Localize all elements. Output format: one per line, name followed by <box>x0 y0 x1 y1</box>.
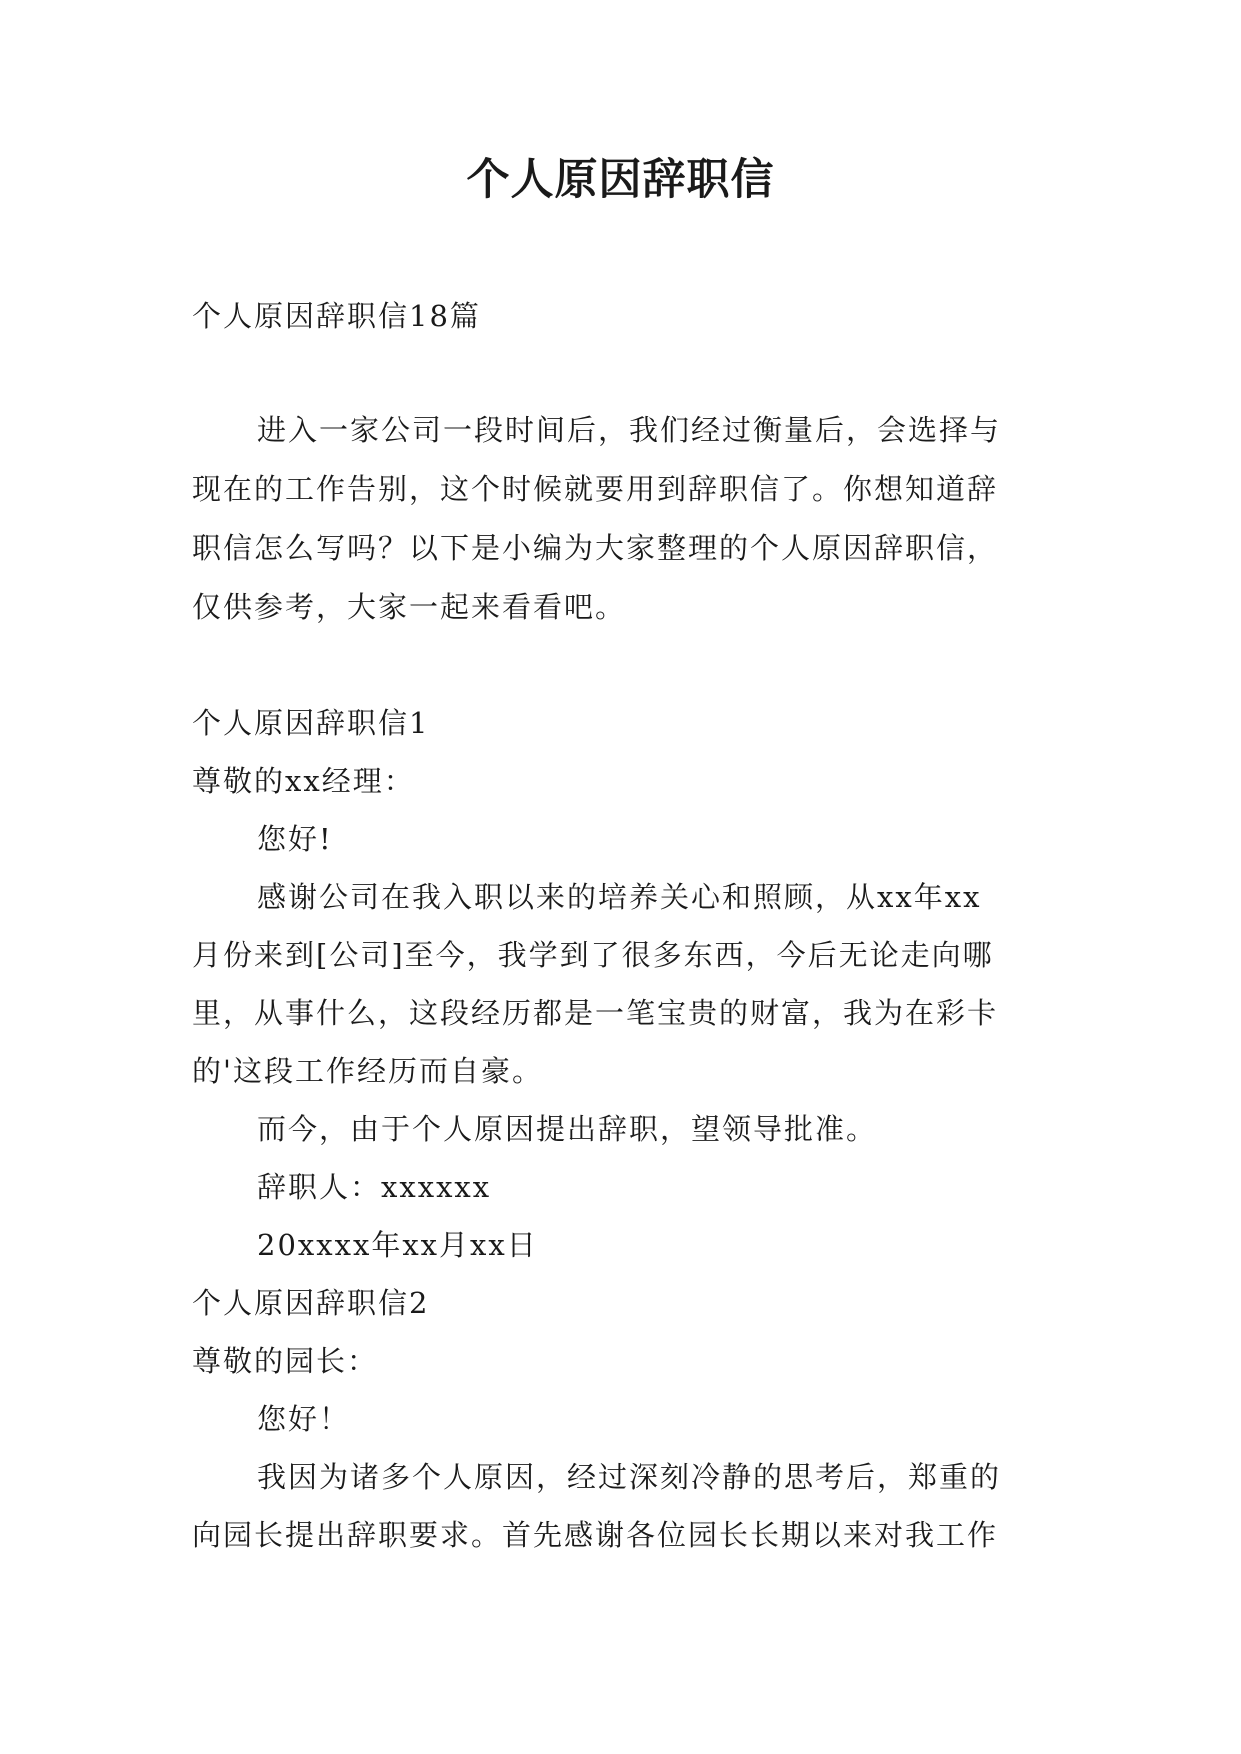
letter1-salutation: 尊敬的xx经理： <box>192 764 415 798</box>
letter1-body-line-1: 感谢公司在我入职以来的培养关心和照顾，从xx年xx <box>257 880 982 914</box>
letter1-heading: 个人原因辞职信1 <box>192 706 430 740</box>
intro-line-4: 仅供参考，大家一起来看看吧。 <box>192 590 627 624</box>
document-subtitle: 个人原因辞职信18篇 <box>192 299 481 333</box>
letter1-signer: 辞职人：xxxxxx <box>257 1170 492 1204</box>
letter2-salutation: 尊敬的园长： <box>192 1344 379 1378</box>
letter2-heading: 个人原因辞职信2 <box>192 1286 430 1320</box>
letter1-date: 20xxxx年xx月xx日 <box>257 1228 538 1262</box>
letter2-body-line-2: 向园长提出辞职要求。首先感谢各位园长长期以来对我工作 <box>192 1518 999 1552</box>
letter1-body-line-3: 里，从事什么，这段经历都是一笔宝贵的财富，我为在彩卡 <box>192 996 999 1030</box>
document-title: 个人原因辞职信 <box>466 155 775 205</box>
letter2-body-line-1: 我因为诸多个人原因，经过深刻冷静的思考后，郑重的 <box>257 1460 1002 1494</box>
intro-line-3: 职信怎么写吗？以下是小编为大家整理的个人原因辞职信， <box>192 531 999 565</box>
letter1-greeting: 您好! <box>257 822 333 856</box>
intro-line-1: 进入一家公司一段时间后，我们经过衡量后，会选择与 <box>257 413 1002 447</box>
letter1-request: 而今，由于个人原因提出辞职，望领导批准。 <box>257 1112 878 1146</box>
letter2-greeting: 您好！ <box>257 1402 351 1436</box>
intro-line-2: 现在的工作告别，这个时候就要用到辞职信了。你想知道辞 <box>192 472 999 506</box>
letter1-body-line-2: 月份来到[公司]至今，我学到了很多东西，今后无论走向哪 <box>192 938 994 972</box>
letter1-body-line-4: 的'这段工作经历而自豪。 <box>192 1054 543 1088</box>
